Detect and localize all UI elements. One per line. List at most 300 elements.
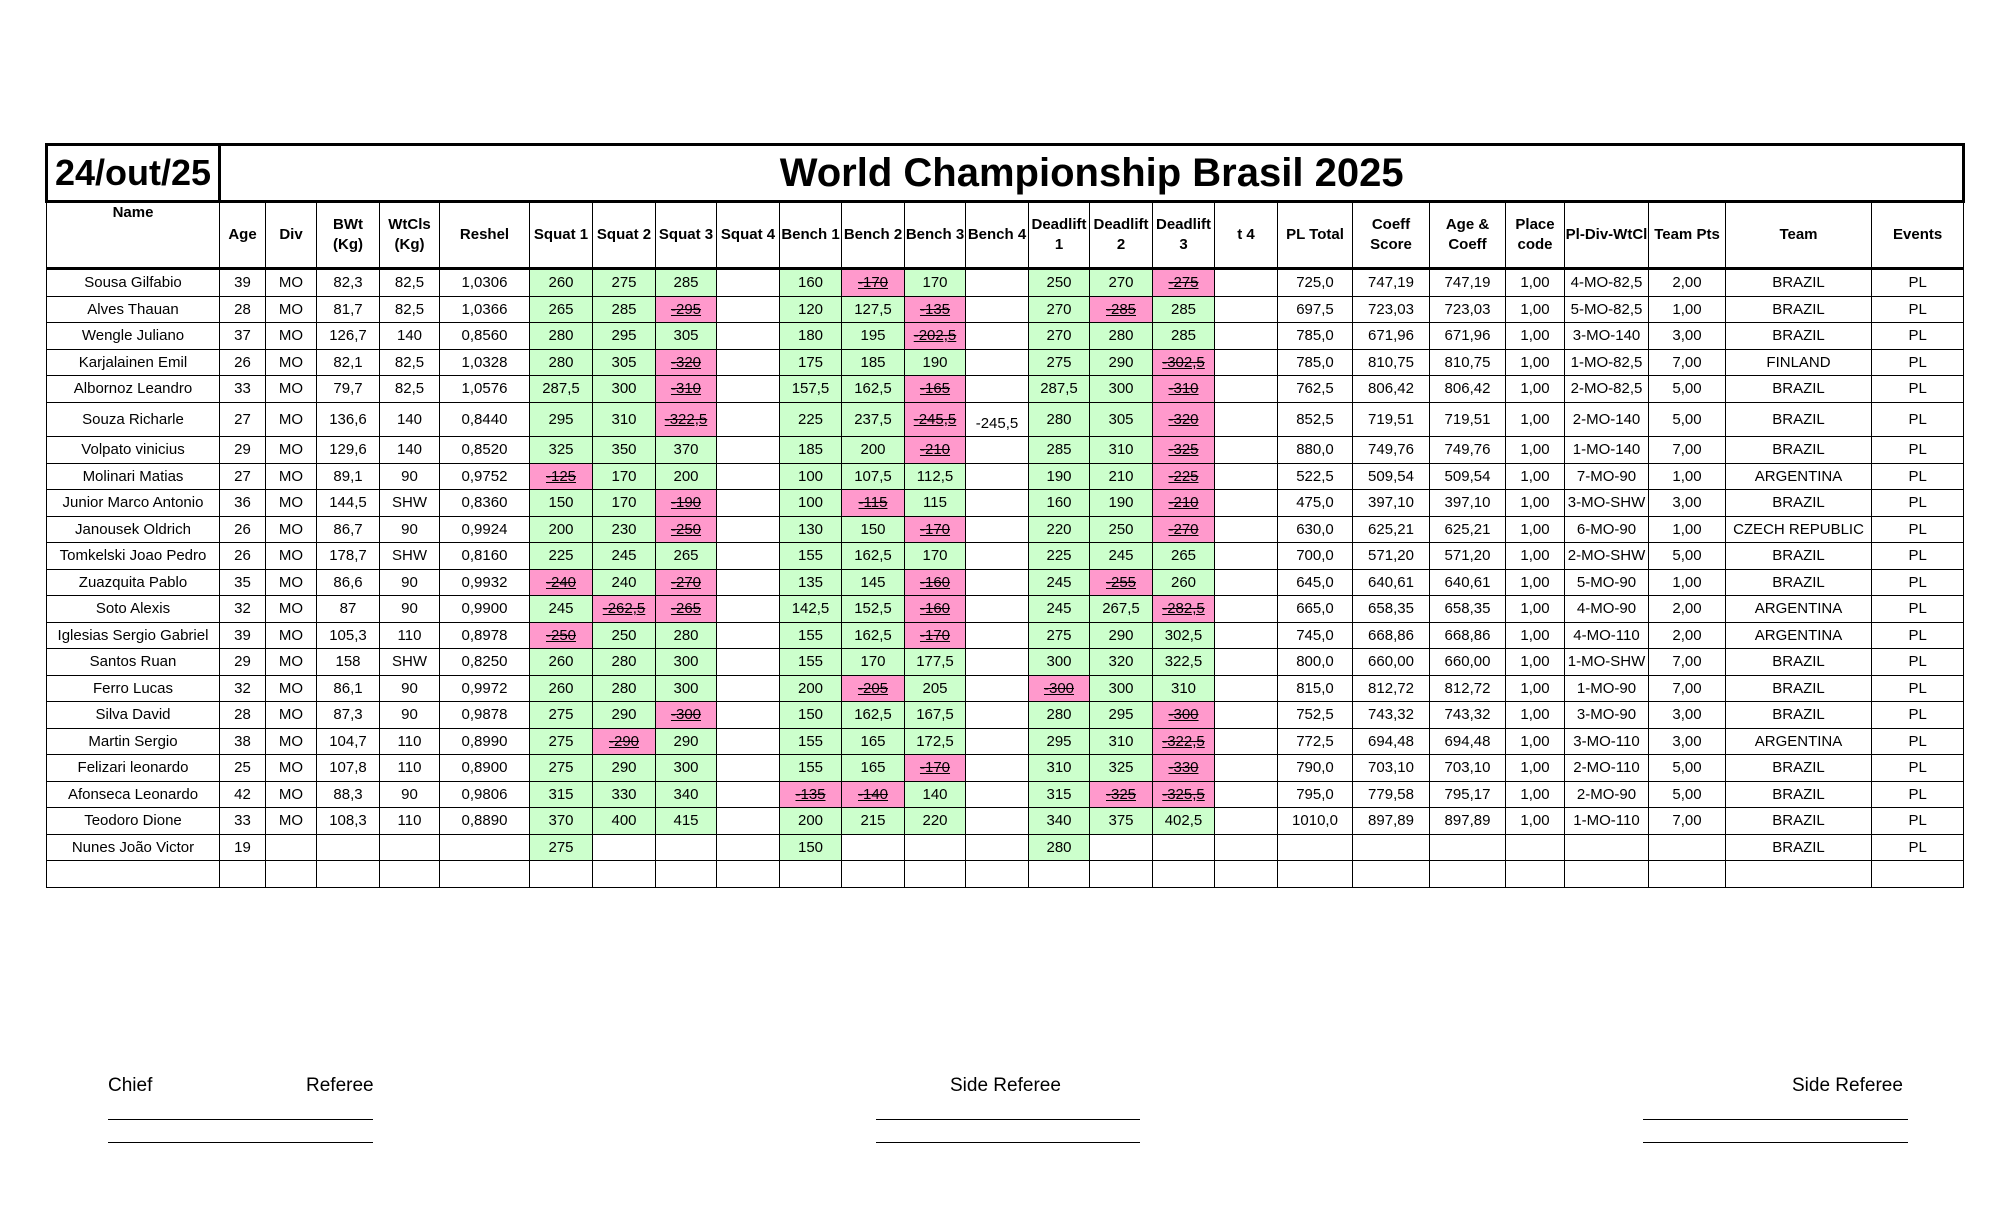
cell-squat-4 (717, 781, 780, 808)
cell-bench-4 (966, 861, 1029, 888)
table-row (47, 675, 1964, 702)
cell-value: 310 (1170, 679, 1197, 697)
cell-team (1726, 349, 1872, 376)
cell-div (266, 808, 317, 835)
cell-team (1726, 702, 1872, 729)
cell-value: 295 (1046, 732, 1072, 750)
cell-value: 185 (860, 353, 886, 371)
cell-value: 1,00 (1520, 679, 1550, 697)
cell-squat-4 (717, 702, 780, 729)
cell-squat-4 (717, 569, 780, 596)
cell-deadlift-1 (1029, 569, 1090, 596)
cell-name (47, 323, 220, 350)
cell-value: 107,8 (329, 759, 367, 777)
cell-coeff-score (1353, 437, 1430, 464)
cell-value: 170 (611, 494, 637, 512)
cell-squat-3 (656, 296, 717, 323)
cell-value: 509,54 (1444, 467, 1491, 485)
cell-value: 375 (1108, 812, 1134, 830)
cell-age (220, 781, 266, 808)
cell-squat-4 (717, 516, 780, 543)
cell-place-code (1506, 808, 1565, 835)
cell-value: 90 (401, 600, 418, 618)
cell-age (220, 649, 266, 676)
cell-squat-2 (593, 808, 656, 835)
cell-value: 743,32 (1444, 706, 1491, 724)
cell-div (266, 349, 317, 376)
cell-value: 265 (548, 300, 574, 318)
cell-events (1872, 490, 1964, 517)
cell-value: 625,21 (1444, 520, 1491, 538)
cell-place-code (1506, 269, 1565, 297)
cell-value: BRAZIL (1772, 441, 1825, 459)
cell-value: 1010,0 (1292, 812, 1338, 830)
cell-age-coeff (1430, 490, 1506, 517)
cell-age-coeff (1430, 269, 1506, 297)
cell-value: 245 (1108, 547, 1134, 565)
cell-value: MO (278, 467, 304, 485)
cell-name (47, 269, 220, 297)
cell-bench-1 (780, 596, 842, 623)
cell-value: 7,00 (1672, 679, 1702, 697)
cell-deadlift-2 (1090, 516, 1153, 543)
cell-value: 150 (797, 838, 824, 856)
cell-value: 762,5 (1296, 380, 1334, 398)
cell-value: -135 (919, 300, 951, 318)
cell-name (47, 755, 220, 782)
cell-team-pts (1649, 622, 1726, 649)
cell-value: 280 (1108, 327, 1134, 345)
cell-deadlift-1 (1029, 649, 1090, 676)
cell-coeff-score (1353, 596, 1430, 623)
cell-team-pts (1649, 269, 1726, 297)
cell-value: 200 (673, 467, 699, 485)
cell-squat-1 (530, 490, 593, 517)
cell-value: 300 (673, 679, 699, 697)
cell-age-coeff (1430, 402, 1506, 437)
referee-label: Referee (306, 1075, 374, 1096)
cell-age (220, 861, 266, 888)
cell-value: -135 (795, 785, 826, 803)
column-header-reshel: Reshel (440, 202, 530, 269)
cell-squat-4 (717, 861, 780, 888)
cell-deadlift-3 (1153, 543, 1215, 570)
cell-bench-4 (966, 490, 1029, 517)
cell-squat-4 (717, 490, 780, 517)
cell-value: -202,5 (913, 327, 957, 345)
cell-pl-div-wtcl (1565, 323, 1649, 350)
cell-value: 295 (548, 410, 574, 428)
cell-team (1726, 437, 1872, 464)
cell-value: 210 (1108, 467, 1134, 485)
cell-value: 90 (401, 520, 418, 538)
cell-bench-1 (780, 622, 842, 649)
cell-value: 270 (1046, 327, 1072, 345)
cell-value: Nunes João Victor (71, 838, 195, 856)
cell-value: 397,10 (1368, 494, 1414, 512)
cell-bench-1 (780, 516, 842, 543)
cell-age (220, 402, 266, 437)
cell-bench-1 (780, 861, 842, 888)
cell-bwt-kg (317, 569, 380, 596)
cell-age-coeff (1430, 349, 1506, 376)
table-row (47, 323, 1964, 350)
cell-value: 82,5 (394, 380, 425, 398)
cell-div (266, 702, 317, 729)
cell-value: 42 (234, 785, 251, 803)
cell-value: 287,5 (1040, 380, 1078, 398)
cell-bench-1 (780, 437, 842, 464)
cell-value: 300 (1108, 380, 1134, 398)
cell-value: -285 (1105, 300, 1137, 318)
cell-squat-4 (717, 596, 780, 623)
cell-bench-4 (966, 728, 1029, 755)
cell-team (1726, 543, 1872, 570)
cell-deadlift-3 (1153, 808, 1215, 835)
cell-squat-2 (593, 463, 656, 490)
cell-age (220, 622, 266, 649)
cell-reshel (440, 437, 530, 464)
cell-bench-4 (966, 675, 1029, 702)
cell-reshel (440, 861, 530, 888)
cell-value: 630,0 (1296, 520, 1334, 538)
cell-pl-total (1278, 675, 1353, 702)
cell-value: 27 (234, 467, 251, 485)
cell-value: 33 (234, 380, 251, 398)
cell-bench-2 (842, 323, 905, 350)
cell-reshel (440, 269, 530, 297)
cell-value: -115 (858, 494, 888, 512)
cell-value: 165 (860, 759, 886, 777)
cell-reshel (440, 516, 530, 543)
cell-pl-div-wtcl (1565, 861, 1649, 888)
cell-pl-div-wtcl (1565, 702, 1649, 729)
cell-value: Ferro Lucas (92, 679, 174, 697)
cell-reshel (440, 296, 530, 323)
cell-value: 640,61 (1444, 573, 1491, 591)
cell-age-coeff (1430, 543, 1506, 570)
cell-wtcls-kg (380, 781, 440, 808)
cell-place-code (1506, 323, 1565, 350)
column-header-squat-3: Squat 3 (656, 202, 717, 269)
cell-team (1726, 296, 1872, 323)
cell-deadlift-2 (1090, 323, 1153, 350)
cell-deadlift-3 (1153, 516, 1215, 543)
cell-t-4 (1215, 543, 1278, 570)
cell-pl-total (1278, 490, 1353, 517)
cell-squat-4 (717, 269, 780, 297)
cell-value: BRAZIL (1772, 785, 1825, 803)
cell-value: 1-MO-90 (1576, 679, 1637, 697)
cell-value: 5-MO-90 (1576, 573, 1637, 591)
cell-value: -205 (857, 679, 889, 697)
cell-value: Alves Thauan (87, 300, 179, 318)
cell-value: 5,00 (1672, 410, 1702, 428)
cell-team (1726, 781, 1872, 808)
cell-bench-2 (842, 781, 905, 808)
cell-value: SHW (392, 653, 427, 671)
cell-events (1872, 834, 1964, 861)
cell-value: Karjalainen Emil (78, 353, 188, 371)
cell-age (220, 490, 266, 517)
cell-name (47, 596, 220, 623)
cell-bench-3 (905, 861, 966, 888)
cell-t-4 (1215, 808, 1278, 835)
cell-value: 178,7 (329, 547, 367, 565)
side-referee-signature-line (1643, 1119, 1908, 1120)
cell-squat-3 (656, 569, 717, 596)
cell-value: 25 (234, 759, 251, 777)
cell-value: 38 (234, 732, 251, 750)
cell-deadlift-3 (1153, 861, 1215, 888)
cell-squat-3 (656, 543, 717, 570)
cell-value: 157,5 (791, 380, 830, 398)
cell-value: BRAZIL (1772, 300, 1825, 318)
cell-squat-2 (593, 516, 656, 543)
cell-value: 110 (397, 732, 422, 750)
cell-value: 280 (1046, 838, 1072, 856)
cell-value: MO (278, 759, 304, 777)
cell-value: -245,5 (975, 414, 1019, 432)
cell-bench-1 (780, 402, 842, 437)
cell-value: 170 (922, 547, 948, 565)
cell-value: 795,0 (1296, 785, 1334, 803)
cell-div (266, 596, 317, 623)
cell-wtcls-kg (380, 437, 440, 464)
cell-age-coeff (1430, 702, 1506, 729)
cell-value: 270 (1108, 274, 1134, 292)
cell-place-code (1506, 728, 1565, 755)
cell-deadlift-2 (1090, 728, 1153, 755)
cell-value: 812,72 (1444, 679, 1491, 697)
cell-squat-4 (717, 675, 780, 702)
cell-events (1872, 402, 1964, 437)
cell-value: 195 (860, 327, 886, 345)
cell-value: 660,00 (1444, 653, 1491, 671)
cell-pl-div-wtcl (1565, 755, 1649, 782)
cell-events (1872, 543, 1964, 570)
cell-value: MO (278, 520, 304, 538)
cell-pl-total (1278, 755, 1353, 782)
cell-team (1726, 596, 1872, 623)
cell-value: 245 (611, 547, 637, 565)
cell-wtcls-kg (380, 808, 440, 835)
cell-deadlift-2 (1090, 269, 1153, 297)
table-row (47, 596, 1964, 623)
column-header-pl-div-wtcl: Pl-Div-WtCl (1565, 202, 1649, 269)
cell-value: Soto Alexis (95, 600, 171, 618)
cell-value: 571,20 (1368, 547, 1414, 565)
cell-squat-2 (593, 323, 656, 350)
cell-bench-2 (842, 376, 905, 403)
cell-value: -290 (608, 732, 640, 750)
cell-wtcls-kg (380, 543, 440, 570)
cell-value: 200 (797, 812, 824, 830)
cell-bench-2 (842, 543, 905, 570)
cell-value: Santos Ruan (89, 653, 177, 671)
cell-div (266, 516, 317, 543)
cell-pl-total (1278, 622, 1353, 649)
cell-value: 325 (1108, 759, 1134, 777)
cell-t-4 (1215, 596, 1278, 623)
cell-coeff-score (1353, 490, 1430, 517)
column-header-age: Age (220, 202, 266, 269)
cell-bench-4 (966, 649, 1029, 676)
cell-value: 140 (396, 410, 423, 428)
cell-value: 370 (548, 812, 574, 830)
cell-value: 115 (923, 494, 947, 512)
cell-value: 170 (922, 274, 948, 292)
cell-value: ARGENTINA (1754, 467, 1843, 485)
cell-bench-3 (905, 675, 966, 702)
cell-value: 1-MO-SHW (1567, 653, 1646, 671)
cell-team-pts (1649, 755, 1726, 782)
cell-deadlift-1 (1029, 543, 1090, 570)
cell-deadlift-2 (1090, 490, 1153, 517)
cell-events (1872, 702, 1964, 729)
cell-pl-div-wtcl (1565, 376, 1649, 403)
table-row (47, 349, 1964, 376)
cell-place-code (1506, 675, 1565, 702)
cell-place-code (1506, 781, 1565, 808)
cell-value: 290 (1108, 626, 1134, 644)
cell-deadlift-1 (1029, 596, 1090, 623)
cell-value: 3,00 (1672, 494, 1702, 512)
cell-value: Volpato vinicius (81, 441, 185, 459)
cell-value: 300 (611, 380, 637, 398)
cell-value: -300 (1043, 679, 1075, 697)
cell-age-coeff (1430, 622, 1506, 649)
cell-t-4 (1215, 649, 1278, 676)
cell-name (47, 622, 220, 649)
cell-value: 3-MO-90 (1576, 706, 1637, 724)
cell-events (1872, 728, 1964, 755)
cell-bench-2 (842, 675, 905, 702)
cell-bench-3 (905, 269, 966, 297)
cell-value: 220 (922, 812, 948, 830)
cell-value: 1,00 (1520, 300, 1550, 318)
cell-value: MO (278, 785, 304, 803)
cell-deadlift-1 (1029, 702, 1090, 729)
cell-t-4 (1215, 437, 1278, 464)
cell-bench-3 (905, 808, 966, 835)
table-row (47, 463, 1964, 490)
cell-wtcls-kg (380, 569, 440, 596)
cell-value: 1,00 (1520, 327, 1550, 345)
cell-bench-4 (966, 349, 1029, 376)
cell-value: 475,0 (1296, 494, 1334, 512)
cell-value: 89,1 (333, 467, 363, 485)
cell-value: MO (278, 653, 304, 671)
cell-value: 0,9900 (461, 600, 508, 618)
cell-age-coeff (1430, 463, 1506, 490)
cell-value: PL (1908, 353, 1927, 371)
cell-value: 177,5 (916, 653, 954, 671)
table-row (47, 490, 1964, 517)
cell-value: 28 (234, 300, 251, 318)
cell-value: 136,6 (329, 410, 367, 428)
table-row (47, 296, 1964, 323)
cell-bench-2 (842, 622, 905, 649)
column-header-name: Name (47, 202, 220, 269)
cell-deadlift-3 (1153, 781, 1215, 808)
column-header-deadlift-3: Deadlift 3 (1153, 202, 1215, 269)
cell-div (266, 296, 317, 323)
cell-value: 28 (234, 706, 251, 724)
cell-value: -140 (857, 785, 889, 803)
cell-pl-total (1278, 596, 1353, 623)
cell-t-4 (1215, 728, 1278, 755)
cell-value: BRAZIL (1772, 573, 1825, 591)
cell-coeff-score (1353, 781, 1430, 808)
cell-value: 104,7 (329, 732, 367, 750)
cell-value: 509,54 (1368, 467, 1414, 485)
cell-squat-2 (593, 376, 656, 403)
cell-value: 625,21 (1368, 520, 1414, 538)
cell-t-4 (1215, 702, 1278, 729)
cell-value: 108,3 (329, 812, 367, 830)
cell-team (1726, 808, 1872, 835)
cell-reshel (440, 622, 530, 649)
cell-bench-4 (966, 543, 1029, 570)
cell-value: 671,96 (1444, 327, 1491, 345)
cell-age-coeff (1430, 755, 1506, 782)
cell-place-code (1506, 702, 1565, 729)
cell-value: -125 (545, 467, 577, 485)
cell-div (266, 649, 317, 676)
cell-name (47, 463, 220, 490)
cell-value: 719,51 (1444, 410, 1491, 428)
cell-value: 6-MO-90 (1576, 520, 1637, 538)
cell-place-code (1506, 349, 1565, 376)
cell-events (1872, 781, 1964, 808)
cell-team-pts (1649, 834, 1726, 861)
cell-value: -325,5 (1162, 785, 1205, 803)
cell-value: BRAZIL (1772, 706, 1825, 724)
cell-value: 0,8360 (461, 494, 508, 512)
cell-value: 3,00 (1672, 732, 1702, 750)
cell-value: -300 (670, 706, 702, 724)
column-header-div: Div (266, 202, 317, 269)
cell-value: 2,00 (1672, 274, 1702, 292)
cell-value: 165 (860, 732, 886, 750)
cell-value: 87 (339, 600, 357, 618)
cell-value: 155 (797, 732, 824, 750)
cell-coeff-score (1353, 728, 1430, 755)
cell-value: 2-MO-110 (1573, 759, 1640, 777)
cell-team-pts (1649, 781, 1726, 808)
cell-value: 162,5 (854, 380, 892, 398)
cell-name (47, 437, 220, 464)
cell-deadlift-2 (1090, 834, 1153, 861)
cell-squat-1 (530, 569, 593, 596)
cell-value: 322,5 (1164, 653, 1203, 671)
cell-pl-total (1278, 861, 1353, 888)
cell-reshel (440, 596, 530, 623)
cell-value: 112,5 (916, 467, 954, 485)
cell-value: 275 (548, 732, 574, 750)
cell-div (266, 755, 317, 782)
cell-value: 280 (548, 327, 574, 345)
cell-value: 812,72 (1368, 679, 1414, 697)
column-header-squat-2: Squat 2 (593, 202, 656, 269)
cell-bench-4 (966, 296, 1029, 323)
table-row (47, 402, 1964, 437)
cell-value: MO (278, 441, 304, 459)
cell-value: PL (1908, 494, 1927, 512)
cell-age (220, 296, 266, 323)
cell-value: 1-MO-110 (1573, 812, 1640, 830)
